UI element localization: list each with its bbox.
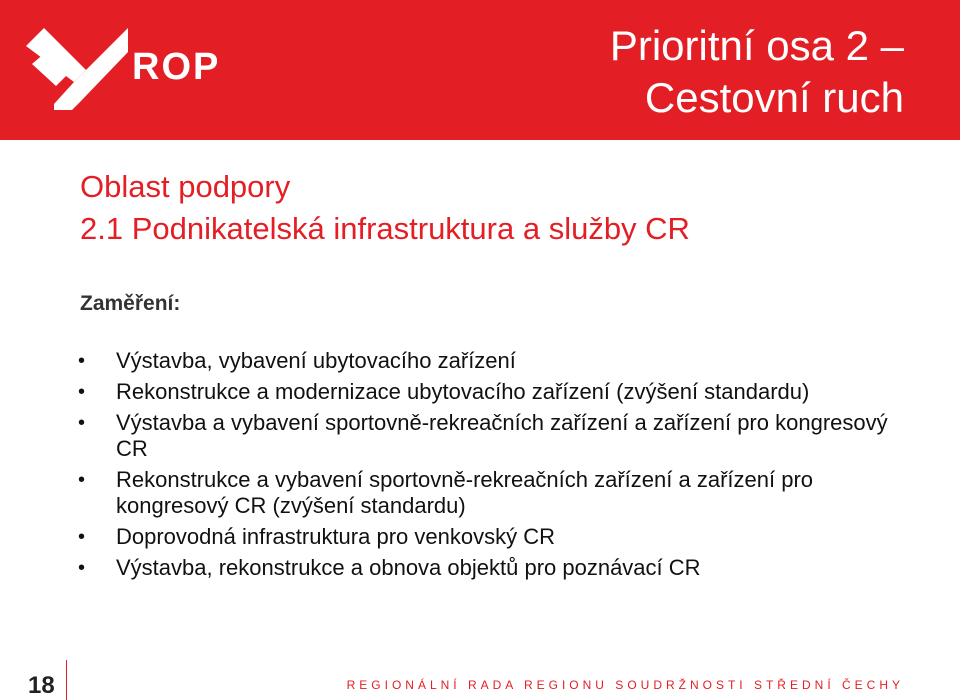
rop-chevron-icon (24, 24, 134, 124)
list-item: • Doprovodná infrastruktura pro venkovský CR (78, 524, 918, 550)
footer-divider (66, 660, 67, 700)
title-line-2: Cestovní ruch (644, 74, 904, 121)
slide-title (610, 20, 904, 124)
list-item: • Výstavba, vybavení ubytovacího zařízení (78, 348, 918, 374)
focus-list (78, 348, 918, 586)
list-item: • Rekonstrukce a modernizace ubytovacího zařízení (zvýšení standardu) (78, 379, 918, 405)
page-number: 18 (28, 672, 55, 699)
logo-text: ROP (132, 46, 221, 88)
list-item: • Rekonstrukce a vybavení sportovně-rekreačních zařízení a zařízení pro kongresový CR (zvýšení standardu) (78, 467, 918, 519)
heading-line-2: 2.1 Podnikatelská infrastruktura a služby CR (80, 211, 690, 246)
list-item: • Výstavba a vybavení sportovně-rekreačních zařízení a zařízení pro kongresový CR (78, 410, 918, 462)
header-banner (0, 0, 960, 140)
rop-logo (24, 24, 134, 129)
list-item: • Výstavba, rekonstrukce a obnova objektů pro poznávací CR (78, 555, 918, 581)
heading-line-1: Oblast podpory (80, 169, 291, 204)
focus-label: Zaměření: (80, 292, 181, 315)
footer-organization: REGIONÁLNÍ RADA REGIONU SOUDRŽNOSTI STŘEDNÍ ČECHY (346, 678, 904, 692)
support-area-heading (80, 166, 690, 250)
title-line-1: Prioritní osa 2 – (609, 22, 904, 69)
